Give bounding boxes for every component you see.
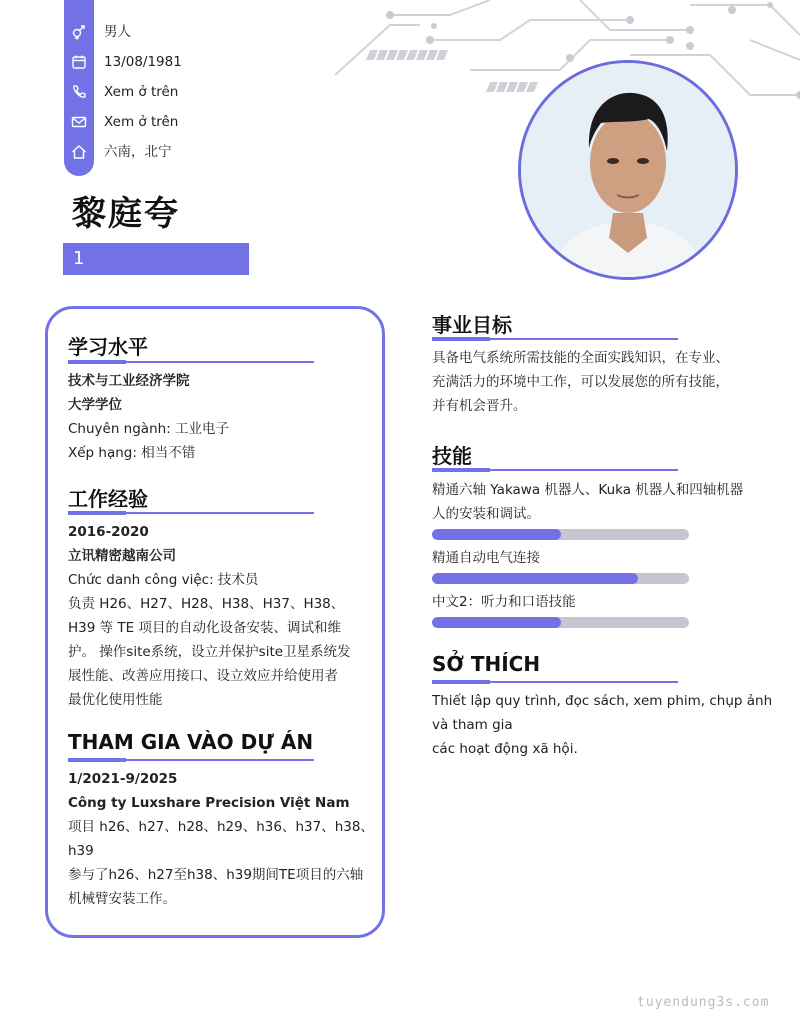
hobbies-title: SỞ THÍCH (432, 652, 541, 676)
avatar-portrait-icon (521, 63, 735, 277)
experience-title: 工作经验 (68, 487, 148, 511)
experience-desc-line: 负责 H26、H27、H28、H38、H37、H38、 (68, 596, 345, 612)
education-school: 技术与工业经济学院 (68, 373, 190, 389)
experience-desc-line: 护。 操作site系统，设立并保护site卫星系统发 (68, 644, 351, 660)
email-icon (64, 107, 94, 137)
hobbies-line: Thiết lập quy trình, đọc sách, xem phim, chụp ảnh (432, 693, 773, 709)
projects-underline (68, 759, 314, 761)
hobbies-line: và tham gia (432, 717, 513, 733)
skill-progress-fill (432, 573, 638, 584)
birthdate-text: 13/08/1981 (104, 54, 182, 70)
address-text: 六南，北宁 (104, 144, 172, 160)
skill-text: 人的安装和调试。 (432, 506, 540, 522)
projects-line: 项目 h26、h27、h28、h29、h36、h37、h38、 (68, 819, 374, 835)
calendar-icon (64, 47, 94, 77)
watermark: tuyendung3s.com (637, 995, 770, 1010)
skill-text: 中文2：听力和口语技能 (432, 594, 576, 610)
projects-line: 机械臂安装工作。 (68, 891, 176, 907)
email-text: Xem ở trên (104, 114, 179, 130)
skill-progress-fill (432, 617, 561, 628)
experience-underline (68, 512, 314, 514)
home-icon (64, 137, 94, 167)
hobbies-line: các hoạt động xã hội. (432, 741, 578, 757)
projects-title: THAM GIA VÀO DỰ ÁN (68, 730, 314, 754)
avatar (518, 60, 738, 280)
objective-underline (432, 338, 678, 340)
education-major: Chuyên ngành: 工业电子 (68, 421, 230, 437)
id-label-bar: 1 (63, 243, 249, 275)
objective-title: 事业目标 (432, 313, 512, 337)
projects-line: 参与了h26、h27至h38、h39期间TE项目的六轴 (68, 867, 364, 883)
phone-icon (64, 77, 94, 107)
experience-desc-line: H39 等 TE 项目的自动化设备安装、调试和维 (68, 620, 341, 636)
skill-progress-bar (432, 573, 689, 584)
projects-company: Công ty Luxshare Precision Việt Nam (68, 795, 350, 811)
contact-icon-bar (64, 0, 94, 176)
skills-title: 技能 (432, 444, 472, 468)
projects-period: 1/2021-9/2025 (68, 771, 178, 787)
education-title: 学习水平 (68, 335, 148, 359)
objective-line: 并有机会晋升。 (432, 398, 527, 414)
experience-position: Chức danh công việc: 技术员 (68, 572, 259, 588)
skill-text: 精通自动电气连接 (432, 550, 540, 566)
gender-icon (64, 17, 94, 47)
experience-company: 立讯精密越南公司 (68, 548, 176, 564)
skills-underline (432, 469, 678, 471)
skill-progress-fill (432, 529, 561, 540)
objective-line: 充满活力的环境中工作，可以发展您的所有技能， (432, 374, 729, 390)
phone-text: Xem ở trên (104, 84, 179, 100)
projects-line: h39 (68, 843, 94, 859)
education-degree: 大学学位 (68, 397, 122, 413)
education-underline (68, 361, 314, 363)
gender-text: 男人 (104, 24, 131, 40)
skill-text: 精通六轴 Yakawa 机器人、Kuka 机器人和四轴机器 (432, 482, 744, 498)
experience-period: 2016-2020 (68, 524, 149, 540)
objective-line: 具备电气系统所需技能的全面实践知识，在专业、 (432, 350, 729, 366)
skill-progress-bar (432, 529, 689, 540)
hobbies-underline (432, 681, 678, 683)
skill-progress-bar (432, 617, 689, 628)
experience-desc-line: 展性能、改善应用接口、设立效应并给使用者 (68, 668, 338, 684)
education-rank: Xếp hạng: 相当不错 (68, 445, 196, 461)
experience-desc-line: 最优化使用性能 (68, 692, 163, 708)
candidate-name: 黎庭夸 (72, 194, 180, 234)
